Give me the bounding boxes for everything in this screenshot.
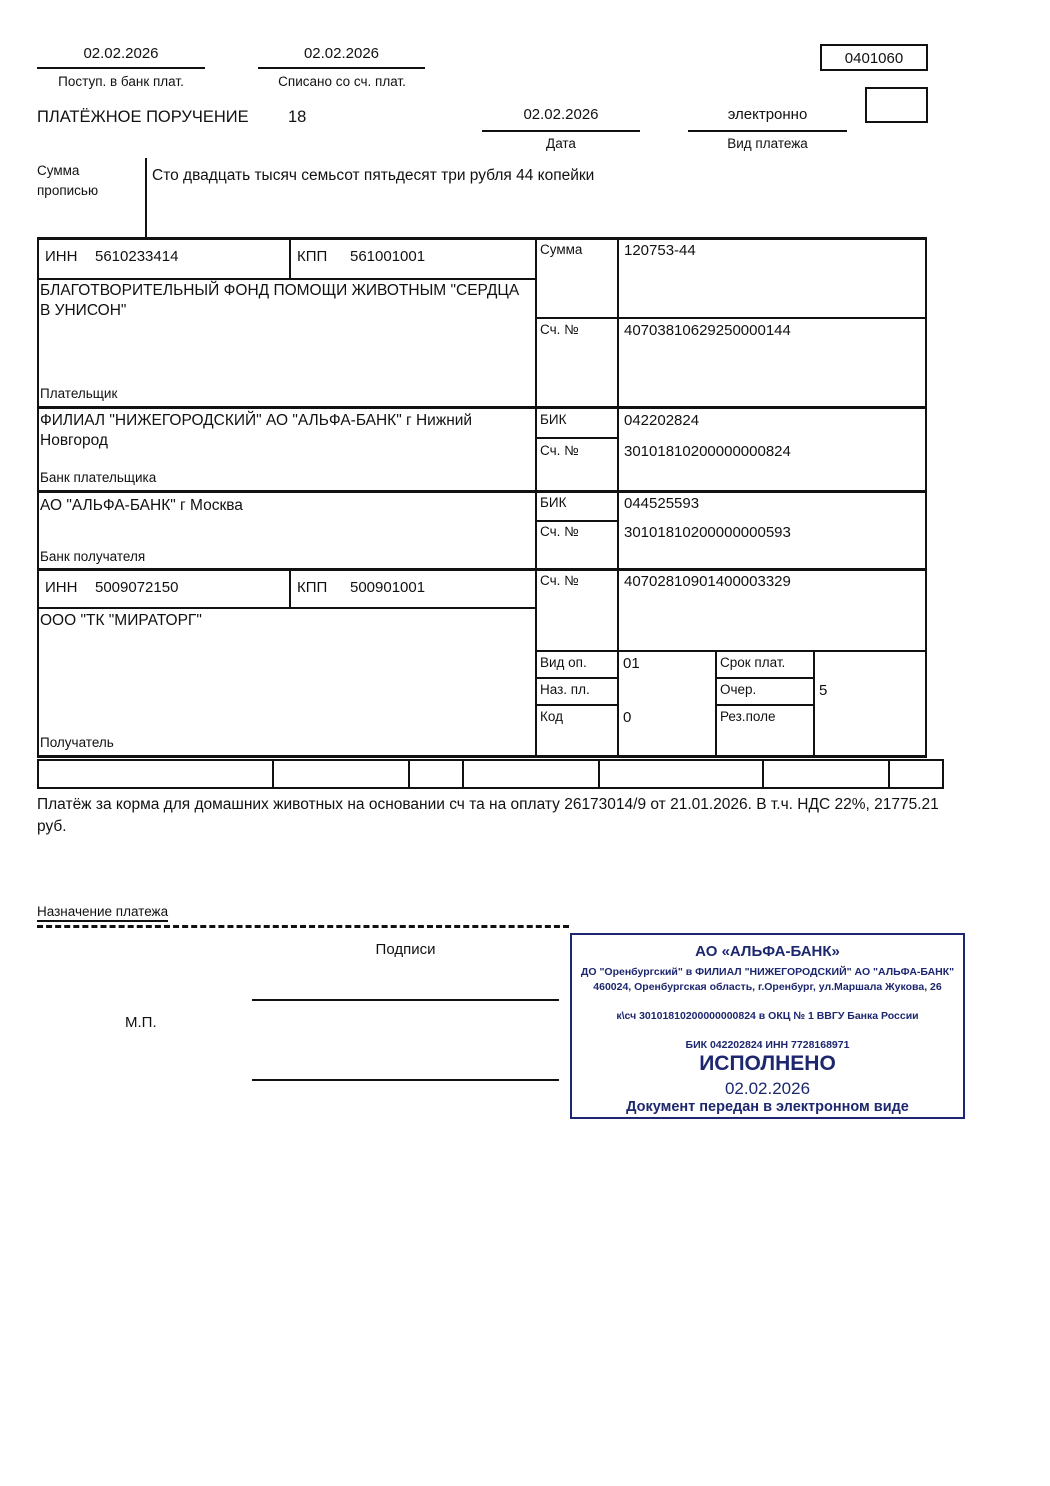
benbank-bik-divider <box>535 520 617 522</box>
op-type-value: 01 <box>623 655 640 672</box>
payer-bank-name: ФИЛИАЛ "НИЖЕГОРОДСКИЙ" АО "АЛЬФА-БАНК" г Нижний Новгород <box>40 412 473 450</box>
payer-account-label: Сч. № <box>540 322 579 337</box>
payment-kind-value: электронно <box>727 106 808 123</box>
signatures-title: Подписи <box>375 941 436 958</box>
marks-row-divider-3 <box>462 759 464 789</box>
stamp-place-label: М.П. <box>125 1014 157 1031</box>
payer-name: БЛАГОТВОРИТЕЛЬНЫЙ ФОНД ПОМОЩИ ЖИВОТНЫМ "СЕРДЦА В УНИСОН" <box>40 282 520 320</box>
marks-row-divider-1 <box>272 759 274 789</box>
beneficiary-account-label: Сч. № <box>540 573 579 588</box>
sum-label: Сумма <box>540 242 583 257</box>
payer-label: Плательщик <box>40 386 118 401</box>
debited-date: 02.02.2026 <box>303 45 380 62</box>
opgrid-top-line <box>535 650 927 652</box>
payer-kpp-value: 561001001 <box>350 248 426 265</box>
payerbank-bik-divider <box>535 437 617 439</box>
payer-inn-value: 5610233414 <box>95 248 179 265</box>
opgrid-row2-line-a <box>535 704 617 706</box>
op-type-label: Вид оп. <box>540 655 587 670</box>
amount-words-divider <box>145 158 147 237</box>
beneficiary-label: Получатель <box>40 735 114 750</box>
opgrid-col-divider-2 <box>813 650 815 757</box>
beneficiary-inn-value: 5009072150 <box>95 579 179 596</box>
payment-kind-label: Вид платежа <box>727 136 808 151</box>
marks-row-divider-5 <box>762 759 764 789</box>
document-date: 02.02.2026 <box>523 106 599 123</box>
beneficiary-bank-label: Банк получателя <box>40 549 146 564</box>
opgrid-row2-line-b <box>715 704 813 706</box>
beneficiary-kpp-value: 500901001 <box>350 579 426 596</box>
beneficiary-account-value: 40702810901400003329 <box>624 573 791 590</box>
received-date: 02.02.2026 <box>83 45 159 62</box>
payer-bank-section-line <box>37 490 927 493</box>
bank-execution-stamp <box>570 933 965 1119</box>
code-value: 0 <box>623 709 632 726</box>
beneficiary-inn-kpp-divider <box>289 568 291 609</box>
payer-bank-account-label: Сч. № <box>540 443 579 458</box>
payer-inn-row-line <box>37 278 537 280</box>
label-value-divider <box>617 237 619 757</box>
beneficiary-bank-name: АО "АЛЬФА-БАНК" г Москва <box>40 497 243 514</box>
payer-inn-label: ИНН <box>45 248 78 265</box>
payment-kind-line <box>688 130 847 132</box>
beneficiary-bank-account-value: 30101810200000000593 <box>624 524 791 541</box>
table-bottom-line <box>37 755 927 758</box>
stamp-date: 02.02.2026 <box>724 1079 811 1098</box>
debited-date-label: Списано со сч. плат. <box>278 74 406 89</box>
stamp-bik-inn: БИК 042202824 ИНН 7728168971 <box>685 1039 850 1051</box>
payer-bank-bik-value: 042202824 <box>624 412 700 429</box>
amount-words: Сто двадцать тысяч семьсот пятьдесят три рубля 44 копейки <box>152 167 595 184</box>
payer-account-value: 40703810629250000144 <box>624 322 791 339</box>
document-number: 18 <box>288 108 307 126</box>
res-field-label: Рез.поле <box>720 709 776 724</box>
stamp-corr-account: к\сч 30101810200000000824 в ОКЦ № 1 ВВГУ Банка России <box>616 1010 919 1022</box>
due-label: Срок плат. <box>720 655 786 670</box>
opgrid-row1-line-b <box>715 677 813 679</box>
received-date-label: Поступ. в банк плат. <box>58 74 184 89</box>
sum-value: 120753-44 <box>624 242 696 259</box>
priority-checkbox <box>865 87 928 123</box>
beneficiary-kpp-label: КПП <box>297 579 328 596</box>
amount-words-label-1: Сумма <box>37 163 80 178</box>
payer-bank-bik-label: БИК <box>540 412 567 427</box>
payment-purpose-label: Назначение платежа <box>37 904 168 922</box>
stamp-address: 460024, Оренбургская область, г.Оренбург, ул.Маршала Жукова, 26 <box>593 981 942 993</box>
debited-date-line <box>258 67 425 69</box>
beneficiary-bank-account-label: Сч. № <box>540 524 579 539</box>
table-left-border <box>37 237 39 757</box>
purpose-dashed-line <box>37 925 569 928</box>
signature-line-1 <box>252 999 559 1001</box>
marks-row-divider-4 <box>598 759 600 789</box>
date-line <box>482 130 640 132</box>
payer-bank-label: Банк плательщика <box>40 470 157 485</box>
beneficiary-name: ООО "ТК "МИРАТОРГ" <box>40 612 202 629</box>
payer-inn-kpp-divider <box>289 237 291 280</box>
marks-row-divider-6 <box>888 759 890 789</box>
beneficiary-bank-bik-value: 044525593 <box>624 495 700 512</box>
beneficiary-bank-section-line <box>37 568 927 571</box>
sum-account-divider <box>535 317 927 319</box>
marks-row-outline <box>37 759 944 789</box>
table-top-line <box>37 237 927 240</box>
beneficiary-inn-row-line <box>37 607 537 609</box>
table-right-border <box>925 237 927 757</box>
order-value: 5 <box>819 682 828 699</box>
naz-pl-label: Наз. пл. <box>540 682 590 697</box>
date-label: Дата <box>546 136 576 151</box>
received-date-line <box>37 67 205 69</box>
stamp-note: Документ передан в электронном виде <box>626 1099 909 1115</box>
document-title: ПЛАТЁЖНОЕ ПОРУЧЕНИЕ <box>37 108 249 126</box>
stamp-bank-name: АО «АЛЬФА-БАНК» <box>695 943 840 960</box>
beneficiary-bank-bik-label: БИК <box>540 495 567 510</box>
payment-purpose-text: Платёж за корма для домашних животных на основании сч та на оплату 26173014/9 от 21.01.2026. В т.ч. НДС 22%, 21775.21 руб. <box>37 796 939 835</box>
stamp-branch: ДО "Оренбургский" в ФИЛИАЛ "НИЖЕГОРОДСКИЙ" АО "АЛЬФА-БАНК" <box>580 966 955 978</box>
form-code-box: 0401060 <box>820 44 928 71</box>
stamp-status: ИСПОЛНЕНО <box>699 1052 836 1075</box>
order-label: Очер. <box>720 682 757 697</box>
table-center-divider <box>535 237 537 757</box>
signature-line-2 <box>252 1079 559 1081</box>
payer-bank-account-value: 30101810200000000824 <box>624 443 791 460</box>
payer-kpp-label: КПП <box>297 248 328 265</box>
opgrid-row1-line-a <box>535 677 617 679</box>
amount-words-label-2: прописью <box>37 183 99 198</box>
code-label: Код <box>540 709 563 724</box>
beneficiary-inn-label: ИНН <box>45 579 78 596</box>
marks-row-divider-2 <box>408 759 410 789</box>
payer-section-line <box>37 406 927 409</box>
opgrid-col-divider-1 <box>715 650 717 757</box>
